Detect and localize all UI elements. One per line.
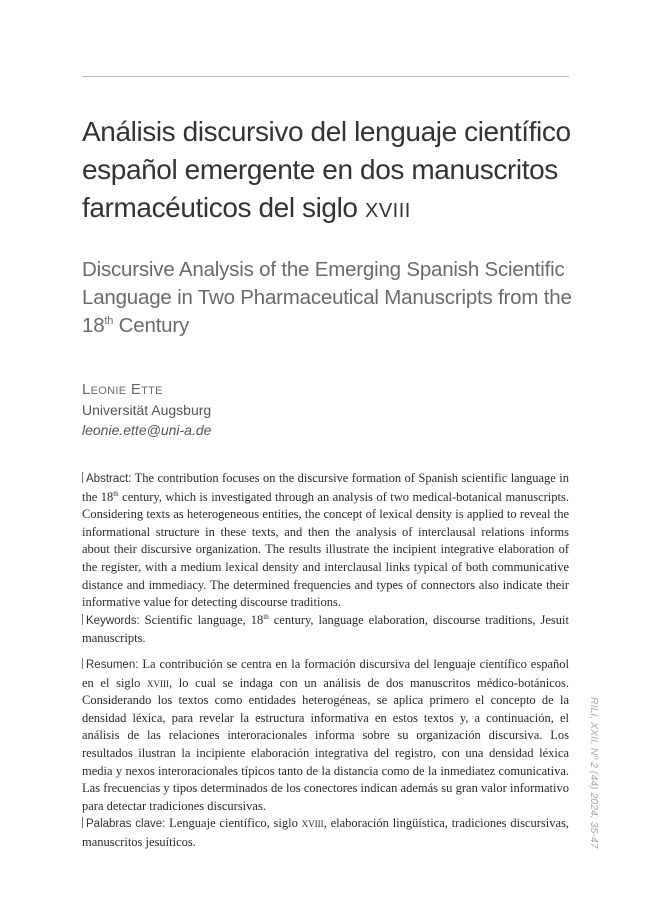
abstract-es-text-1: La contribución se centra en la formación discursiva del lenguaje científico español en el siglo (82, 657, 569, 690)
abstract-es-text-2: , lo cual se indaga con un análisis de dos manuscritos médico-botánicos. Considerando los textos como entidades heterogéneas, se aplica primero el concepto de la densidad léxica, para revelar la estructura informativa en estos textos y, a continuación, el análisis de las relaciones interoracionales informa sobre su organización discursiva. Los resultados ilustran la incipiente elaboración integrativa del registro, con una densidad léxica media y nexos interoracionales típicos tanto de la distancia como de la inmediatez comunicativa. Las frecuencias y tipos determinados de los conectores indican además su gran valor informativo para detectar tradiciones discursivas. (82, 675, 569, 813)
keywords-en-text-2: century, language elaboration, discourse traditions, Jesuit manuscripts. (82, 612, 569, 646)
article-title-english (82, 256, 582, 340)
abstract-en-ordinal: th (113, 489, 119, 498)
author-name: Leonie Ette (82, 381, 163, 398)
keywords-en-paragraph (82, 612, 569, 648)
keywords-es-paragraph (82, 815, 569, 851)
section-bar-marker (82, 614, 83, 625)
abstract-es-century: xviii (147, 675, 170, 690)
abstract-en-text-1: The contribution focuses on the discursive formation of Spanish scientific language in the 18 (82, 471, 569, 504)
keywords-es-label: Palabras clave: (86, 818, 166, 831)
section-bar-marker (82, 817, 83, 828)
subtitle-ordinal: th (104, 315, 114, 328)
section-bar-marker (82, 658, 83, 669)
author-block (82, 380, 211, 440)
subtitle-tail: Century (113, 314, 190, 337)
keywords-en-text-1: Scientific language, 18 (139, 612, 264, 627)
keywords-es-text-1: Lenguaje científico, siglo (165, 816, 302, 831)
author-email[interactable]: leonie.ette@uni-a.de (82, 422, 212, 438)
author-affiliation: Universität Augsburg (82, 402, 212, 418)
section-bar-marker (82, 472, 83, 483)
abstract-es-label: Resumen: (86, 659, 139, 671)
abstract-en-label: Abstract: (86, 473, 132, 485)
abstract-en-paragraph (82, 470, 569, 612)
article-title-spanish (82, 113, 582, 230)
header-rule (82, 76, 569, 77)
journal-reference-text: RILI, XXII, Nº 2 (44) 2024, 35-47 (588, 697, 600, 849)
keywords-es-century: xviii (301, 816, 324, 831)
title-century: XVIII (365, 200, 411, 222)
subtitle-text: Discursive Analysis of the Emerging Spanish Scientific Language in Two Pharmaceutical Manuscripts from the 18 (82, 258, 572, 337)
keywords-es-text-2: , elaboración lingüística, tradiciones discursivas, manuscritos jesuíticos. (82, 816, 570, 849)
abstract-en-text-2: century, which is investigated through an analysis of two medical-botanical manuscripts. Considering texts as heterogeneous entities, the concept of lexical density is applied to reveal the informational structure in these texts, and then the analysis of interclausal relations informs about their discursive organization. The results illustrate the incipient integrative elaboration of the register, with a medium lexical density and interclausal links typical of both communicative distance and immediacy. The determined frequencies and types of connectors also indicate their informative value for detecting discourse traditions. (82, 489, 569, 610)
keywords-en-ordinal: th (263, 612, 269, 621)
keywords-en-label: Keywords: (86, 614, 140, 627)
journal-reference-sidebar (584, 697, 604, 849)
spanish-abstract-section (82, 656, 569, 852)
abstract-es-paragraph (82, 656, 569, 815)
english-abstract-section (82, 470, 569, 648)
title-text: Análisis discursivo del lenguaje científico español emergente en dos manuscritos farmacéuticos del siglo (82, 116, 571, 223)
